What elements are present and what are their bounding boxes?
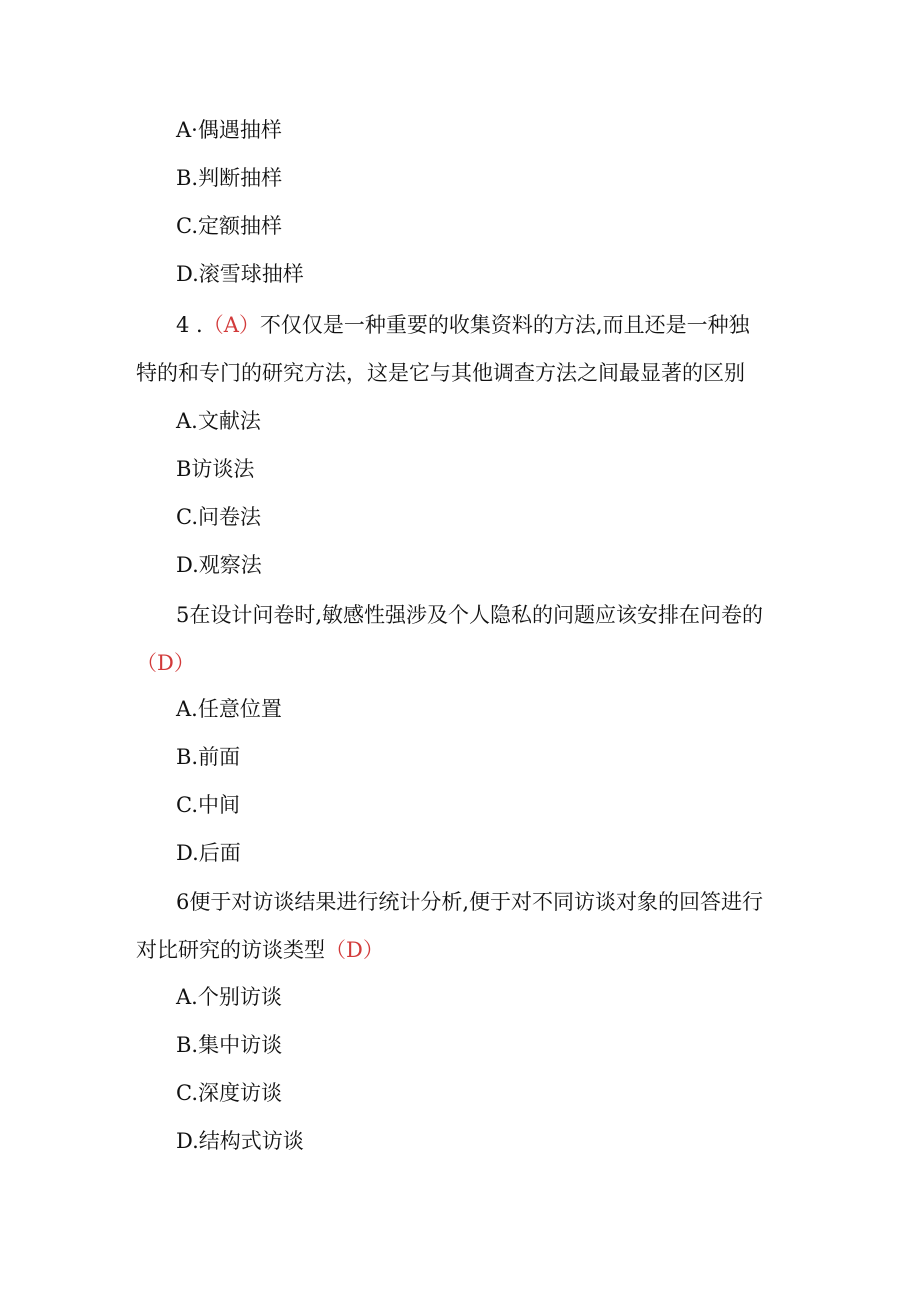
q4-text-line-2: 特的和专门的研究方法，这是它与其他调查方法之间最显著的区别	[136, 361, 745, 385]
q5-line-2	[136, 648, 195, 678]
q6-option-c: C.深度访谈	[176, 1081, 282, 1105]
q4-option-d: D.观察法	[176, 553, 262, 577]
q3-option-c: C.定额抽样	[176, 214, 282, 238]
q5-answer: （D）	[136, 651, 195, 675]
q4-line-1	[176, 310, 750, 340]
q4-option-b: B访谈法	[176, 457, 255, 481]
q5-option-c: C.中间	[176, 793, 240, 817]
q4-option-c: C.问卷法	[176, 505, 261, 529]
q4-answer: （A）	[202, 313, 260, 337]
q4-option-a: A.文献法	[176, 409, 261, 433]
q5-option-a: A.任意位置	[176, 697, 282, 721]
q3-option-d: D.滚雪球抽样	[176, 262, 304, 286]
q4-number: 4 .	[176, 313, 203, 337]
q6-option-d: D.结构式访谈	[176, 1129, 304, 1153]
q6-text-line-2: 对比研究的访谈类型	[136, 938, 325, 962]
q4-text-line-1: 不仅仅是一种重要的收集资料的方法,而且还是一种独	[259, 313, 750, 337]
q6-answer: （D）	[325, 938, 384, 962]
q3-option-a: A·偶遇抽样	[176, 118, 282, 142]
q6-option-a: A.个别访谈	[176, 985, 282, 1009]
q3-option-b: B.判断抽样	[176, 166, 283, 190]
q5-text-line-1: 5在设计问卷时,敏感性强涉及个人隐私的问题应该安排在问卷的	[176, 603, 764, 627]
q6-option-b: B.集中访谈	[176, 1033, 283, 1057]
q6-text-line-1: 6便于对访谈结果进行统计分析,便于对不同访谈对象的回答进行	[176, 890, 764, 914]
q5-option-b: B.前面	[176, 745, 241, 769]
q6-line-2	[136, 935, 384, 965]
q5-option-d: D.后面	[176, 841, 241, 865]
